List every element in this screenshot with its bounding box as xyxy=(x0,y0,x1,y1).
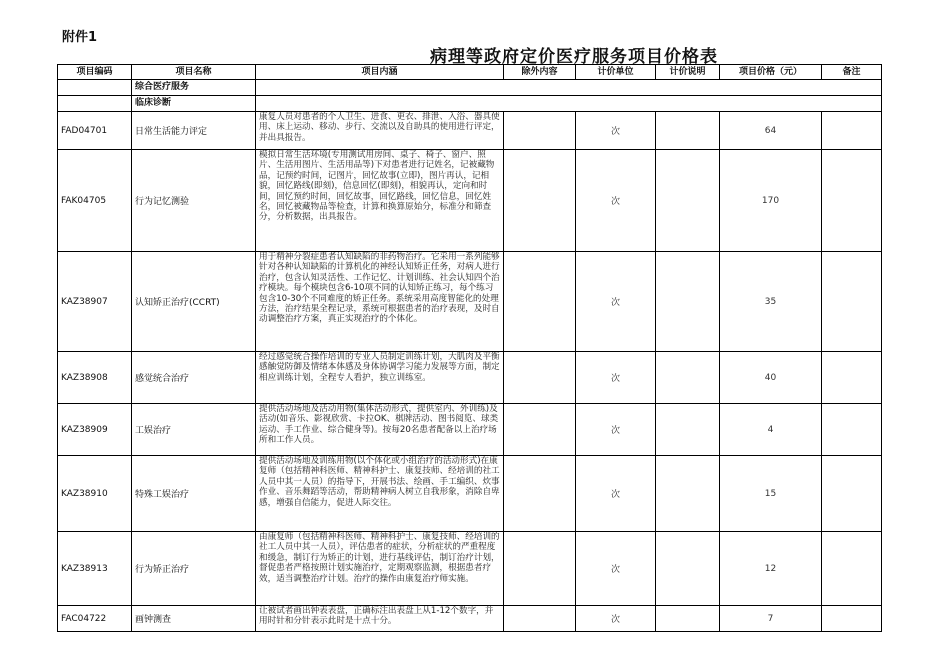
header-content: 项目内涵 xyxy=(256,65,504,80)
item-code: FAD04701 xyxy=(58,112,132,150)
item-pricing-note xyxy=(656,456,720,532)
item-content: 提供活动场地及训练用物(以个体化或小组治疗的活动形式)在康复师（包括精神科医师、精神科护士、康复技师、经培训的社工人员中其一人员）的指导下，开展书法、绘画、手工编织、炊事作业、音乐舞蹈等活动，帮助精神病人树立自我形象，消除自卑感，增强自信能力，促进人际交往。 xyxy=(256,456,504,532)
item-code: FAC04722 xyxy=(58,606,132,632)
header-row xyxy=(58,65,882,80)
item-excluded xyxy=(504,606,576,632)
item-price: 7 xyxy=(720,606,822,632)
item-unit: 次 xyxy=(576,352,656,404)
item-price: 35 xyxy=(720,252,822,352)
section-subcategory-row xyxy=(58,96,882,112)
item-pricing-note xyxy=(656,606,720,632)
item-pricing-note xyxy=(656,252,720,352)
header-price: 项目价格（元） xyxy=(720,65,822,80)
item-remark xyxy=(822,606,882,632)
item-remark xyxy=(822,112,882,150)
item-code: KAZ38909 xyxy=(58,404,132,456)
item-excluded xyxy=(504,456,576,532)
item-name: 日常生活能力评定 xyxy=(132,112,256,150)
table-row xyxy=(58,112,882,150)
item-pricing-note xyxy=(656,352,720,404)
item-unit: 次 xyxy=(576,606,656,632)
header-name: 项目名称 xyxy=(132,65,256,80)
item-code: KAZ38907 xyxy=(58,252,132,352)
item-excluded xyxy=(504,112,576,150)
item-name: 行为矫正治疗 xyxy=(132,532,256,606)
item-content: 用于精神分裂症患者认知缺陷的非药物治疗。它采用一系列能够针对各种认知缺陷的计算机化的神经认知矫正任务，对病人进行治疗，包含认知灵活性、工作记忆、计划训练、社会认知四个治疗模块。每个模块包含6-10项不同的认知矫正练习，每个练习包含10-30个不同难度的矫正任务。系统采用高度智能化的处理方法，治疗结果全程记录，系统可根据患者的治疗表现，及时自动调整治疗方案，真正实现治疗的个体化。 xyxy=(256,252,504,352)
item-content: 康复人员对患者的个人卫生、进食、更衣、排泄、入浴、器具使用、床上运动、移动、步行、交流以及自助具的使用进行评定，并出具报告。 xyxy=(256,112,504,150)
table-row xyxy=(58,456,882,532)
item-excluded xyxy=(504,532,576,606)
section-category: 综合医疗服务 xyxy=(132,80,256,96)
item-price: 40 xyxy=(720,352,822,404)
item-remark xyxy=(822,404,882,456)
item-code: KAZ38908 xyxy=(58,352,132,404)
table-row xyxy=(58,404,882,456)
item-excluded xyxy=(504,150,576,252)
item-name: 画钟测查 xyxy=(132,606,256,632)
price-table xyxy=(57,64,882,632)
item-content: 由康复师（包括精神科医师、精神科护士、康复技师、经培训的社工人员中其一人员），评估患者的症状，分析症状的严重程度和缓急，制订行为矫正的计划，进行基线评估，制订治疗计划，督促患者严格按照计划实施治疗，定期观察监测，根据患者疗效，适当调整治疗计划。治疗的操作由康复治疗师实施。 xyxy=(256,532,504,606)
item-unit: 次 xyxy=(576,532,656,606)
item-name: 感觉统合治疗 xyxy=(132,352,256,404)
table-row xyxy=(58,352,882,404)
item-content: 让被试者画出钟表表盘，正确标注出表盘上从1-12个数字，并用时针和分针表示此时是十点十分。 xyxy=(256,606,504,632)
item-content: 经过感觉统合操作培训的专业人员制定训练计划，大肌肉及平衡感触觉防御及情绪本体感及身体协调学习能力发展等方面，制定相应训练计划，全程专人看护，独立训练室。 xyxy=(256,352,504,404)
item-code: KAZ38910 xyxy=(58,456,132,532)
item-pricing-note xyxy=(656,404,720,456)
item-excluded xyxy=(504,352,576,404)
header-note-pricing: 计价说明 xyxy=(656,65,720,80)
section-category-row xyxy=(58,80,882,96)
table-row xyxy=(58,606,882,632)
item-remark xyxy=(822,532,882,606)
item-unit: 次 xyxy=(576,252,656,352)
item-name: 工娱治疗 xyxy=(132,404,256,456)
header-excluded: 除外内容 xyxy=(504,65,576,80)
item-price: 64 xyxy=(720,112,822,150)
item-remark xyxy=(822,456,882,532)
header-code: 项目编码 xyxy=(58,65,132,80)
item-pricing-note xyxy=(656,150,720,252)
attachment-label: 附件1 xyxy=(62,30,98,45)
header-remark: 备注 xyxy=(822,65,882,80)
table-row xyxy=(58,532,882,606)
item-remark xyxy=(822,150,882,252)
item-excluded xyxy=(504,252,576,352)
item-name: 特殊工娱治疗 xyxy=(132,456,256,532)
item-excluded xyxy=(504,404,576,456)
item-price: 15 xyxy=(720,456,822,532)
item-name: 行为记忆测验 xyxy=(132,150,256,252)
item-price: 4 xyxy=(720,404,822,456)
page-title: 病理等政府定价医疗服务项目价格表 xyxy=(430,47,718,67)
item-name: 认知矫正治疗(CCRT) xyxy=(132,252,256,352)
item-pricing-note xyxy=(656,112,720,150)
table-row xyxy=(58,252,882,352)
item-unit: 次 xyxy=(576,150,656,252)
item-code: KAZ38913 xyxy=(58,532,132,606)
item-pricing-note xyxy=(656,532,720,606)
item-price: 12 xyxy=(720,532,822,606)
item-price: 170 xyxy=(720,150,822,252)
item-content: 提供活动场地及活动用物(集体活动形式，提供室内、外训练)及活动(如音乐、影视欣赏、卡拉OK、棋牌活动、图书阅览、球类运动、手工作业、综合健身等)。按每20名患者配备以上治疗场所和工作人员。 xyxy=(256,404,504,456)
item-code: FAK04705 xyxy=(58,150,132,252)
item-remark xyxy=(822,252,882,352)
section-subcategory: 临床诊断 xyxy=(132,96,256,112)
item-content: 模拟日常生活环境(专用测试用房间、桌子、椅子、窗户、照片、生活用图片、生活用品等)下对患者进行记姓名，记被藏物品，记预约时间，记图片，回忆故事(立即)，图片再认，记相貌，回忆路线(即刻)，信息回忆(即刻)，相貌再认，定向和时间，回忆预约时间，回忆故事，回忆路线，回忆信息，回忆姓名，回忆被藏物品等检查，计算和换算原始分，标准分和筛查分，分析数据，出具报告。 xyxy=(256,150,504,252)
item-unit: 次 xyxy=(576,112,656,150)
item-remark xyxy=(822,352,882,404)
item-unit: 次 xyxy=(576,456,656,532)
header-unit: 计价单位 xyxy=(576,65,656,80)
table-row xyxy=(58,150,882,252)
item-unit: 次 xyxy=(576,404,656,456)
